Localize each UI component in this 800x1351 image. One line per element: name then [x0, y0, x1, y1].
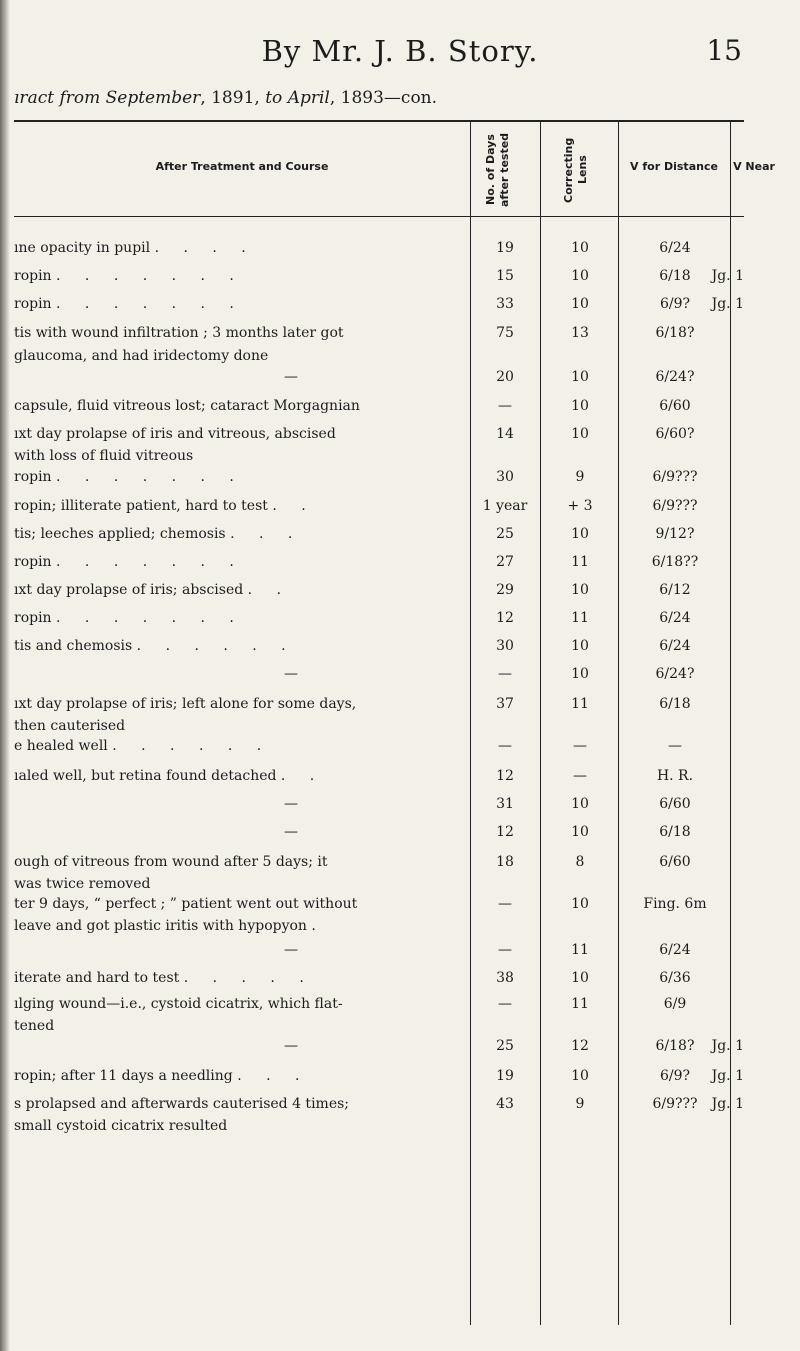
table-row [14, 970, 744, 994]
correcting-lens: 10 [571, 796, 589, 812]
running-header [0, 34, 800, 74]
description-text: — [284, 796, 298, 812]
days-after-tested: 12 [496, 768, 514, 784]
days-after-tested: 12 [496, 824, 514, 840]
v-for-distance: 6/18 [659, 824, 691, 840]
v-for-distance: 6/12 [659, 582, 691, 598]
description-text: — [284, 369, 298, 385]
description-text: ıxt day prolapse of iris; abscised [14, 582, 244, 598]
leader-dots: . . . [230, 526, 303, 542]
description-text: ropin [14, 554, 52, 570]
description-text: tis with wound infiltration ; 3 months later got [14, 325, 344, 341]
header-v-distance: V for Distance [630, 160, 718, 173]
treatment-description [14, 896, 464, 912]
table-row [14, 325, 744, 349]
table-row [14, 268, 744, 292]
treatment-description [284, 1038, 324, 1054]
table-row [14, 426, 744, 450]
table-row [14, 942, 744, 966]
v-near: Jg. 1 [711, 268, 744, 284]
v-near: Jg. 1 [711, 1038, 744, 1054]
treatment-description [14, 610, 464, 626]
table-row [14, 1118, 744, 1142]
table-top-rule [14, 120, 744, 122]
correcting-lens: 10 [571, 896, 589, 912]
table-row [14, 240, 744, 264]
treatment-description [14, 325, 464, 341]
treatment-description [14, 718, 464, 734]
v-for-distance: 6/9??? [652, 469, 698, 485]
description-text: with loss of fluid vitreous [14, 448, 194, 464]
description-text: was twice removed [14, 876, 151, 892]
correcting-lens: + 3 [567, 498, 593, 514]
correcting-lens: 11 [571, 554, 589, 570]
table-row [14, 824, 744, 848]
days-after-tested: — [498, 942, 512, 958]
days-after-tested: 37 [496, 696, 514, 712]
v-for-distance: 6/24 [659, 240, 691, 256]
days-after-tested: 75 [496, 325, 514, 341]
leader-dots: . . . . . . [112, 738, 272, 754]
treatment-description [14, 498, 464, 514]
description-text: ıne opacity in pupil [14, 240, 151, 256]
description-text: ılging wound—i.e., cystoid cicatrix, which flat- [14, 996, 343, 1012]
caption-year-end: , 1893—con. [329, 88, 438, 108]
treatment-description [14, 526, 464, 542]
leader-dots: . . . . . [183, 970, 314, 986]
table-row [14, 696, 744, 720]
correcting-lens: 11 [571, 996, 589, 1012]
header-bottom-rule [14, 216, 744, 217]
leader-dots: . . . . . . . [56, 554, 244, 570]
leader-dots: . . [247, 582, 292, 598]
treatment-description [14, 448, 464, 464]
table-row [14, 498, 744, 522]
caption-month-end: April [287, 88, 330, 108]
table-row [14, 526, 744, 550]
caption-month-start: September [105, 88, 201, 108]
treatment-description [14, 554, 464, 570]
v-for-distance: 6/24 [659, 942, 691, 958]
v-for-distance: 6/18 [659, 268, 691, 284]
v-for-distance: 9/12? [655, 526, 695, 542]
leader-dots: . . . [237, 1068, 310, 1084]
description-text: ropin [14, 610, 52, 626]
header-lens: Correcting Lens [562, 137, 589, 203]
description-text: ropin; illiterate patient, hard to test [14, 498, 268, 514]
leader-dots: . . . . . . . [56, 296, 244, 312]
days-after-tested: 19 [496, 240, 514, 256]
treatment-description [14, 1018, 464, 1034]
table-row [14, 666, 744, 690]
days-after-tested: 18 [496, 854, 514, 870]
v-for-distance: 6/24 [659, 638, 691, 654]
table-row [14, 1038, 744, 1062]
treatment-description [14, 738, 464, 754]
table-row [14, 1096, 744, 1120]
treatment-description [14, 638, 464, 654]
v-near: Jg. 1 [711, 296, 744, 312]
description-text: tened [14, 1018, 55, 1034]
days-after-tested: 33 [496, 296, 514, 312]
v-for-distance: 6/36 [659, 970, 691, 986]
days-after-tested: — [498, 996, 512, 1012]
v-for-distance: 6/9??? [652, 498, 698, 514]
description-text: ıxt day prolapse of iris and vitreous, abscised [14, 426, 336, 442]
table-row [14, 582, 744, 606]
page-number: 15 [706, 34, 742, 67]
table-row [14, 638, 744, 662]
treatment-description [14, 1096, 464, 1112]
v-for-distance: — [668, 738, 682, 754]
treatment-description [14, 970, 464, 986]
table-row [14, 918, 744, 942]
table-row [14, 896, 744, 920]
leader-dots: . . . . [154, 240, 256, 256]
v-for-distance: Fing. 6m [643, 896, 707, 912]
treatment-description [284, 796, 324, 812]
description-text: ıaled well, but retina found detached [14, 768, 277, 784]
correcting-lens: 11 [571, 696, 589, 712]
v-for-distance: 6/60 [659, 854, 691, 870]
description-text: ıxt day prolapse of iris; left alone for some days, [14, 696, 357, 712]
treatment-description [14, 918, 464, 934]
days-after-tested: — [498, 398, 512, 414]
v-for-distance: 6/60 [659, 796, 691, 812]
leader-dots: . . . . . . . [56, 469, 244, 485]
description-text: glaucoma, and had iridectomy done [14, 348, 269, 364]
treatment-description [14, 768, 464, 784]
description-text: small cystoid cicatrix resulted [14, 1118, 228, 1134]
page-spine-shadow [0, 0, 10, 1351]
treatment-description [284, 369, 324, 385]
correcting-lens: 10 [571, 666, 589, 682]
table-caption [14, 88, 437, 108]
treatment-description [14, 398, 464, 414]
table-row [14, 610, 744, 634]
table-row [14, 768, 744, 792]
correcting-lens: 11 [571, 942, 589, 958]
treatment-description [14, 582, 464, 598]
correcting-lens: 8 [575, 854, 585, 870]
v-near: Jg. 1 [711, 1096, 744, 1112]
caption-lead: ıract from [14, 88, 101, 108]
correcting-lens: 10 [571, 1068, 589, 1084]
days-after-tested: — [498, 666, 512, 682]
leader-dots: . . . . . . . [56, 268, 244, 284]
description-text: — [284, 1038, 298, 1054]
description-text: ter 9 days, “ perfect ; ” patient went out without [14, 896, 358, 912]
description-text: then cauterised [14, 718, 126, 734]
treatment-description [14, 696, 464, 712]
days-after-tested: 43 [496, 1096, 514, 1112]
header-v-near: V Near [733, 160, 775, 173]
v-for-distance: 6/24? [655, 369, 695, 385]
leader-dots: . [311, 918, 326, 934]
correcting-lens: 10 [571, 240, 589, 256]
description-text: ropin; after 11 days a needling [14, 1068, 233, 1084]
days-after-tested: 31 [496, 796, 514, 812]
days-after-tested: 30 [496, 469, 514, 485]
days-after-tested: 12 [496, 610, 514, 626]
leader-dots: . . . . . . . [56, 610, 244, 626]
table-row [14, 554, 744, 578]
v-for-distance: 6/18? [655, 1038, 695, 1054]
correcting-lens: 9 [575, 1096, 585, 1112]
v-for-distance: 6/24? [655, 666, 695, 682]
results-table [14, 120, 775, 1325]
treatment-description [14, 854, 464, 870]
description-text: tis; leeches applied; chemosis [14, 526, 226, 542]
description-text: s prolapsed and afterwards cauterised 4 times; [14, 1096, 350, 1112]
days-after-tested: 30 [496, 638, 514, 654]
v-for-distance: 6/9??? [652, 1096, 698, 1112]
table-row [14, 296, 744, 320]
treatment-description [14, 426, 464, 442]
days-after-tested: 38 [496, 970, 514, 986]
v-for-distance: 6/18?? [651, 554, 699, 570]
v-for-distance: 6/24 [659, 610, 691, 626]
treatment-description [14, 268, 464, 284]
caption-to: to [265, 88, 283, 108]
description-text: ropin [14, 469, 52, 485]
correcting-lens: 10 [571, 426, 589, 442]
days-after-tested: 15 [496, 268, 514, 284]
description-text: ropin [14, 268, 52, 284]
description-text: — [284, 942, 298, 958]
table-row [14, 398, 744, 422]
days-after-tested: 29 [496, 582, 514, 598]
description-text: capsule, fluid vitreous lost; cataract Morgagnian [14, 398, 360, 414]
table-row [14, 738, 744, 762]
v-for-distance: 6/18 [659, 696, 691, 712]
correcting-lens: 10 [571, 970, 589, 986]
treatment-description [284, 942, 324, 958]
days-after-tested: 19 [496, 1068, 514, 1084]
table-row [14, 854, 744, 878]
description-text: iterate and hard to test [14, 970, 180, 986]
correcting-lens: 10 [571, 824, 589, 840]
days-after-tested: 20 [496, 369, 514, 385]
description-text: e healed well [14, 738, 108, 754]
treatment-description [14, 348, 464, 364]
v-for-distance: H. R. [656, 768, 694, 784]
correcting-lens: 10 [571, 526, 589, 542]
treatment-description [14, 1118, 464, 1134]
days-after-tested: 25 [496, 1038, 514, 1054]
correcting-lens: 10 [571, 582, 589, 598]
description-text: leave and got plastic iritis with hypopyon [14, 918, 307, 934]
days-after-tested: 14 [496, 426, 514, 442]
header-days: No. of Days after tested [484, 132, 511, 208]
correcting-lens: — [573, 738, 587, 754]
treatment-description [284, 666, 324, 682]
days-after-tested: — [498, 738, 512, 754]
days-after-tested: — [498, 896, 512, 912]
leader-dots: . . . . . . [136, 638, 296, 654]
correcting-lens: 9 [575, 469, 585, 485]
correcting-lens: 13 [571, 325, 589, 341]
v-for-distance: 6/18? [655, 325, 695, 341]
description-text: ough of vitreous from wound after 5 days; it [14, 854, 328, 870]
treatment-description [14, 240, 464, 256]
treatment-description [14, 1068, 464, 1084]
days-after-tested: 25 [496, 526, 514, 542]
treatment-description [14, 469, 464, 485]
correcting-lens: 10 [571, 638, 589, 654]
table-row [14, 469, 744, 493]
treatment-description [14, 876, 464, 892]
correcting-lens: 11 [571, 610, 589, 626]
table-row [14, 996, 744, 1020]
correcting-lens: 10 [571, 369, 589, 385]
description-text: — [284, 666, 298, 682]
days-after-tested: 1 year [482, 498, 528, 514]
header-treatment: After Treatment and Course [155, 160, 329, 173]
caption-year-start: , 1891, [200, 88, 266, 108]
correcting-lens: 12 [571, 1038, 589, 1054]
days-after-tested: 27 [496, 554, 514, 570]
treatment-description [14, 296, 464, 312]
v-for-distance: 6/60? [655, 426, 695, 442]
table-row [14, 1068, 744, 1092]
table-row [14, 796, 744, 820]
correcting-lens: 10 [571, 398, 589, 414]
leader-dots: . . [272, 498, 316, 514]
v-for-distance: 6/60 [659, 398, 691, 414]
leader-dots: . . [280, 768, 325, 784]
correcting-lens: 10 [571, 296, 589, 312]
correcting-lens: 10 [571, 268, 589, 284]
v-near: Jg. 1 [711, 1068, 744, 1084]
description-text: tis and chemosis [14, 638, 133, 654]
description-text: ropin [14, 296, 52, 312]
table-row [14, 369, 744, 393]
treatment-description [284, 824, 324, 840]
header-title: By Mr. J. B. Story. [261, 34, 539, 68]
v-for-distance: 6/9? [659, 1068, 691, 1084]
v-for-distance: 6/9 [663, 996, 687, 1012]
correcting-lens: — [573, 768, 587, 784]
treatment-description [14, 996, 464, 1012]
v-for-distance: 6/9? [659, 296, 691, 312]
description-text: — [284, 824, 298, 840]
